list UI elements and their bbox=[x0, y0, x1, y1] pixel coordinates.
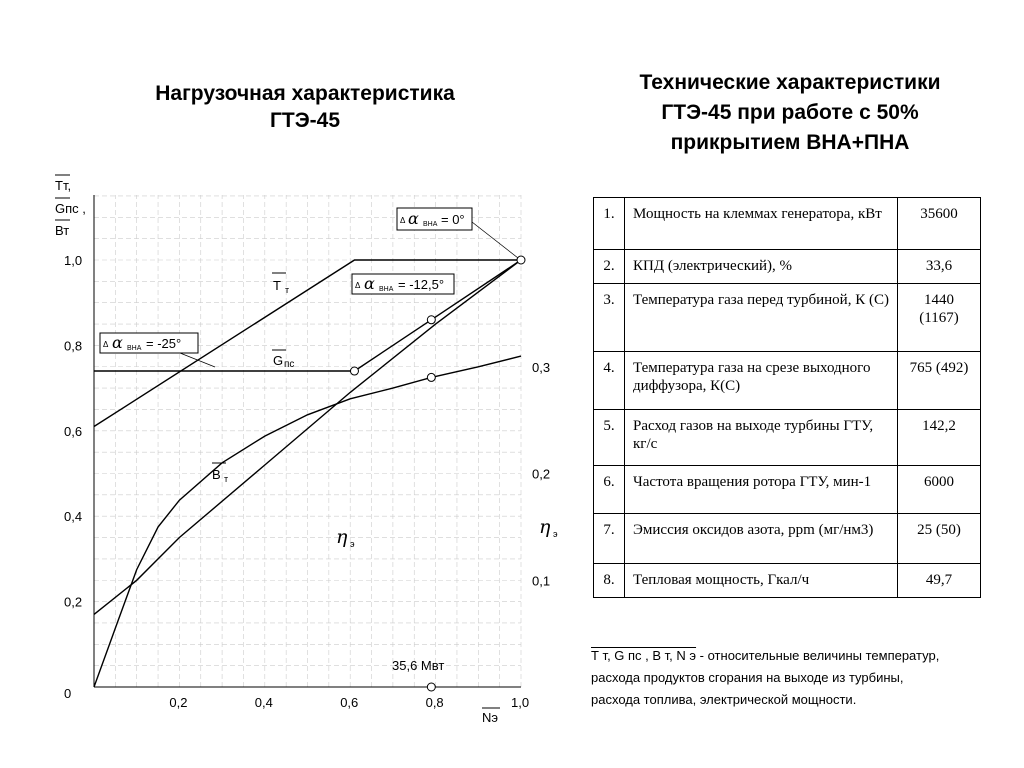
table-row bbox=[594, 410, 981, 466]
y-axis-label bbox=[55, 175, 86, 238]
annotation-alpha: α bbox=[364, 274, 375, 293]
x-tick-label: 0,6 bbox=[340, 695, 359, 710]
x-axis-label-text: Nэ bbox=[482, 710, 499, 725]
table-title-line2: ГТЭ-45 при работе с 50% bbox=[661, 101, 919, 124]
annotation-delta: Δ bbox=[355, 281, 361, 290]
x-tick-label: 0,2 bbox=[169, 695, 188, 710]
series-label-gps bbox=[272, 350, 294, 370]
table-row bbox=[594, 250, 981, 284]
eta-tick-label: 0,3 bbox=[532, 359, 551, 375]
series-label-eta-sub: э bbox=[350, 539, 355, 549]
table-cell-param: Тепловая мощность, Гкал/ч bbox=[625, 564, 898, 598]
table-cell-n: 7. bbox=[594, 514, 625, 564]
x-axis-label bbox=[482, 708, 500, 725]
series-label-tt-sub: т bbox=[285, 285, 290, 295]
series-label-bt-main: В bbox=[212, 467, 221, 482]
y-tick-label: 0,8 bbox=[64, 338, 83, 354]
table-cell-n: 3. bbox=[594, 284, 625, 352]
eta-axis-label-main: η bbox=[539, 516, 551, 538]
series-label-bt-sub: т bbox=[224, 474, 229, 484]
table-cell-n: 2. bbox=[594, 250, 625, 284]
y-tick-label: 1,0 bbox=[64, 253, 83, 268]
table-row bbox=[594, 514, 981, 564]
legend-note bbox=[591, 645, 1011, 711]
table-cell-val: 49,7 bbox=[898, 564, 981, 598]
table-cell-param: Расход газов на выходе турбины ГТУ, кг/с bbox=[625, 410, 898, 466]
y-tick-label: 0,6 bbox=[64, 423, 83, 439]
legend-note-line1 bbox=[591, 645, 1011, 667]
table-cell-n: 6. bbox=[594, 466, 625, 514]
table-cell-n: 8. bbox=[594, 564, 625, 598]
table-row bbox=[594, 198, 981, 250]
table-cell-n: 5. bbox=[594, 410, 625, 466]
table-title-line3: прикрытием ВНА+ПНА bbox=[670, 131, 910, 154]
table-cell-param: Эмиссия оксидов азота, ppm (мг/нм3) bbox=[625, 514, 898, 564]
power-annotation: 35,6 Мвт bbox=[392, 658, 445, 673]
table-cell-param: КПД (электрический), % bbox=[625, 250, 898, 284]
series-label-bt bbox=[212, 463, 228, 484]
x-tick-label: 0,4 bbox=[254, 695, 273, 710]
table-cell-val: 33,6 bbox=[898, 250, 981, 284]
chart-title-line1: Нагрузочная характеристика bbox=[155, 82, 455, 105]
eta-axis-label-sub: э bbox=[553, 529, 558, 539]
y-axis-label-tt: Тт, bbox=[55, 178, 72, 193]
y-tick-label: 0,2 bbox=[64, 594, 83, 610]
table-cell-val: 25 (50) bbox=[898, 514, 981, 564]
data-point-marker bbox=[427, 683, 435, 691]
table-title-line1: Технические характеристики bbox=[639, 71, 941, 94]
table-row bbox=[594, 466, 981, 514]
chart-title-line2: ГТЭ-45 bbox=[269, 109, 341, 132]
series-label-tt-main: Т bbox=[273, 278, 281, 293]
annotation-vna-25 bbox=[100, 333, 215, 367]
table-cell-val: 35600 bbox=[898, 198, 981, 250]
y-axis-label-gps: Gпс , bbox=[55, 201, 86, 216]
table-cell-val: 765 (492) bbox=[898, 352, 981, 410]
data-point-marker bbox=[350, 367, 358, 375]
annotation-delta: Δ bbox=[400, 216, 406, 225]
table-row bbox=[594, 352, 981, 410]
annotation-delta: Δ bbox=[103, 340, 109, 349]
x-tick-label: 0,8 bbox=[425, 695, 444, 710]
y-axis-label-bt: Вт bbox=[55, 223, 70, 238]
legend-note-line2: расхода продуктов сгорания на выходе из турбины, bbox=[591, 670, 904, 685]
table-row bbox=[594, 564, 981, 598]
annotation-value: = 0° bbox=[441, 212, 465, 227]
series-label-eta-main: η bbox=[336, 526, 348, 548]
series-label-gps-main: G bbox=[273, 353, 284, 368]
annotation-alpha: α bbox=[408, 209, 419, 228]
table-cell-param: Мощность на клеммах генератора, кВт bbox=[625, 198, 898, 250]
legend-note-line3: расхода топлива, электрической мощности. bbox=[591, 692, 857, 707]
table-cell-val: 6000 bbox=[898, 466, 981, 514]
table-row bbox=[594, 284, 981, 352]
table-cell-param: Температура газа на срезе выходного диффузора, К(С) bbox=[625, 352, 898, 410]
data-point-marker bbox=[427, 373, 435, 381]
table-cell-param: Температура газа перед турбиной, К (С) bbox=[625, 284, 898, 352]
annotation-sub: ВНА bbox=[127, 345, 142, 352]
annotation-value: = -12,5° bbox=[398, 277, 445, 292]
data-point-marker bbox=[427, 316, 435, 324]
eta-tick-label: 0,1 bbox=[532, 573, 551, 589]
table-cell-param: Частота вращения ротора ГТУ, мин-1 bbox=[625, 466, 898, 514]
chart-grid bbox=[94, 195, 521, 687]
series-label-tt bbox=[272, 273, 289, 295]
x-tick-label: 1,0 bbox=[511, 695, 530, 710]
data-point-marker bbox=[517, 256, 525, 264]
legend-note-text1: - относительные величины температур, bbox=[699, 648, 940, 663]
annotation-vna-12-5 bbox=[352, 274, 454, 294]
eta-tick-label: 0,2 bbox=[532, 466, 551, 482]
table-cell-n: 1. bbox=[594, 198, 625, 250]
table-cell-n: 4. bbox=[594, 352, 625, 410]
series-label-gps-sub: пс bbox=[284, 359, 295, 370]
y-tick-label: 0,4 bbox=[64, 509, 83, 525]
annotation-sub: ВНА bbox=[379, 286, 394, 293]
table-cell-val: 142,2 bbox=[898, 410, 981, 466]
legend-note-symbols: Т т, G пс , В т, N э bbox=[591, 648, 697, 663]
annotation-alpha: α bbox=[112, 333, 123, 352]
annotation-value: = -25° bbox=[146, 336, 182, 351]
eta-axis-label bbox=[539, 516, 558, 539]
chart-ticks bbox=[64, 253, 550, 710]
y-tick-label: 0 bbox=[64, 686, 72, 701]
annotation-sub: ВНА bbox=[423, 221, 438, 228]
table-cell-val: 1440 (1167) bbox=[898, 284, 981, 352]
spec-table bbox=[593, 197, 981, 598]
